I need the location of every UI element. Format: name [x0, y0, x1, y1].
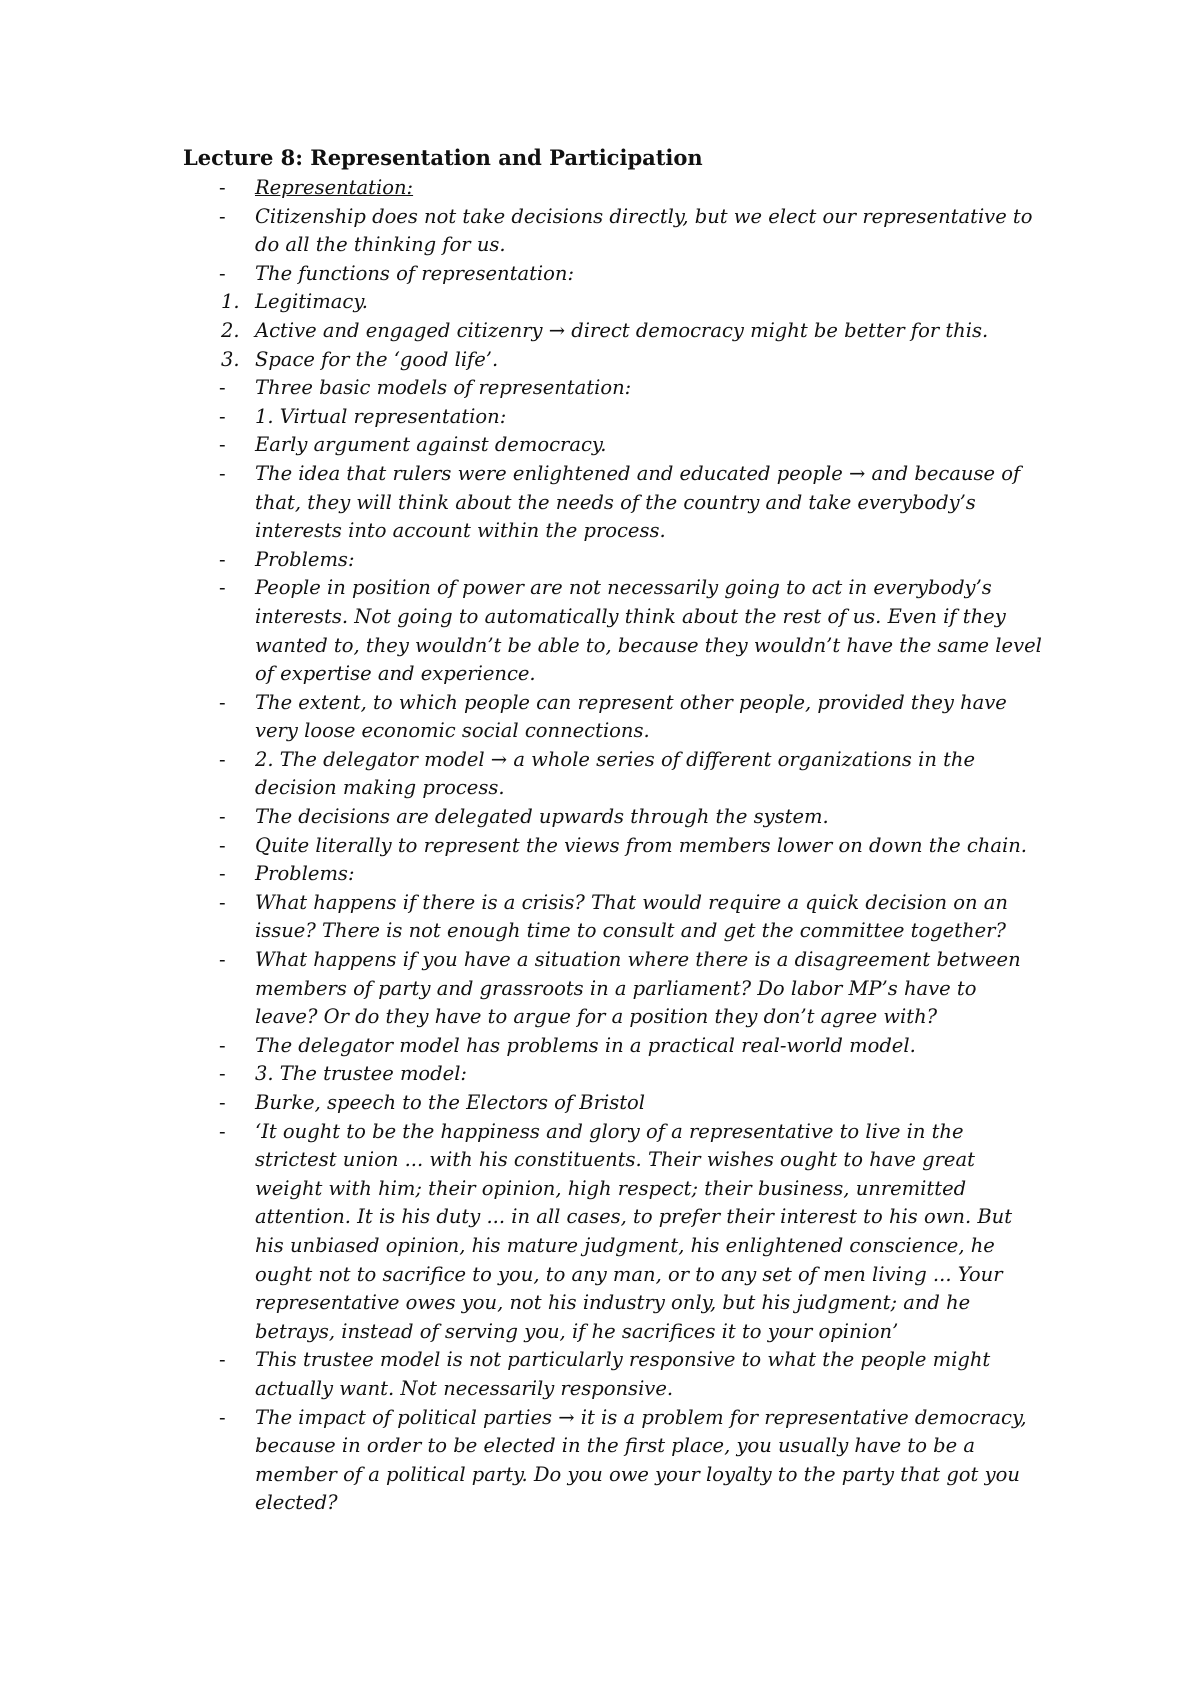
list-item-text: Active and engaged citizenry → direct democracy might be better for this. — [255, 318, 989, 342]
bullet-dash: - — [219, 1119, 226, 1143]
list-item-text: Problems: — [255, 862, 355, 886]
bullet-dash: - — [219, 433, 226, 457]
list-item-text: Quite literally to represent the views from members lower on down the chain. — [255, 833, 1027, 857]
list-item-text: People in position of power are not necessarily going to act in everybody’s interests. Not going to automatically think about the rest of us. Even if they wanted to, they wouldn’t be able to, because they wouldn’t have the same level of expertise and experience. — [255, 576, 1042, 686]
list-item — [183, 1404, 1043, 1518]
list-item-text: Three basic models of representation: — [255, 376, 632, 400]
list-item-text: The delegator model has problems in a practical real-world model. — [255, 1033, 916, 1057]
list-item — [183, 803, 1043, 832]
list-item — [183, 288, 1043, 317]
list-item — [183, 832, 1043, 861]
list-item — [183, 431, 1043, 460]
list-number: 1. — [221, 290, 240, 314]
list-item — [183, 689, 1043, 746]
list-item — [183, 260, 1043, 289]
bullet-dash: - — [219, 204, 226, 228]
list-item-text: 2. The delegator model → a whole series of different organizations in the decision making process. — [255, 747, 976, 800]
list-item-text: The impact of political parties → it is a problem for representative democracy, because in order to be elected in the first place, you usually have to be a member of a political party. Do you owe your loyalty to the party that got you elected? — [255, 1405, 1027, 1515]
document-body — [183, 144, 1043, 1518]
list-item-text: The decisions are delegated upwards through the system. — [255, 805, 829, 829]
list-item-text: The extent, to which people can represent other people, provided they have very loose economic social connections. — [255, 690, 1007, 743]
list-item-text: 3. The trustee model: — [255, 1062, 468, 1086]
bullet-dash: - — [219, 805, 226, 829]
list-item — [183, 546, 1043, 575]
list-item-text: Representation: — [255, 176, 414, 199]
list-item-text: What happens if there is a crisis? That would require a quick decision on an issue? There is not enough time to consult and get the committee together? — [255, 890, 1008, 943]
list-item — [183, 1060, 1043, 1089]
list-item — [183, 403, 1043, 432]
list-item-text: 1. Virtual representation: — [255, 404, 507, 428]
list-item — [183, 860, 1043, 889]
list-item — [183, 1346, 1043, 1403]
list-number: 2. — [221, 318, 240, 342]
list-item — [183, 946, 1043, 1032]
list-item-text: Problems: — [255, 547, 355, 571]
bullet-dash: - — [219, 576, 226, 600]
list-item-text: The functions of representation: — [255, 261, 575, 285]
list-item-text: Space for the ‘good life’. — [255, 347, 499, 371]
list-item-text: The idea that rulers were enlightened and educated people → and because of that, they will think about the needs of the country and take everybody’s interests into account within the process. — [255, 461, 1021, 543]
bullet-dash: - — [219, 1033, 226, 1057]
list-item — [183, 889, 1043, 946]
bullet-dash: - — [219, 890, 226, 914]
list-item — [183, 574, 1043, 688]
list-item-text: Legitimacy. — [255, 290, 368, 314]
bullet-dash: - — [219, 547, 226, 571]
list-item — [183, 374, 1043, 403]
bullet-dash: - — [219, 376, 226, 400]
list-item — [183, 174, 1043, 203]
list-item-text: This trustee model is not particularly responsive to what the people might actually want. Not necessarily responsive. — [255, 1348, 991, 1400]
bullet-dash: - — [219, 862, 226, 886]
list-item — [183, 1032, 1043, 1061]
bullet-dash: - — [219, 461, 226, 485]
list-item-text: ‘It ought to be the happiness and glory of a representative to live in the strictest union ... with his constituents. Their wishes ought to have great weight with him; their opinion, high respect; their business, unremitted attention. It is his duty ... in all cases, to prefer their interest to his own. But his unbiased opinion, his mature judgment, his enlightened conscience, he ought not to sacrifice to you, to any man, or to any set of men living ... Your representative owes you, not his industry only, but his judgment; and he betrays, instead of serving you, if he sacrifices it to your opinion’ — [255, 1119, 1013, 1343]
bullet-dash: - — [219, 1348, 226, 1372]
bullet-dash: - — [219, 948, 226, 972]
bullet-dash: - — [219, 690, 226, 714]
bullet-dash: - — [219, 404, 226, 428]
list-item — [183, 1089, 1043, 1118]
list-item — [183, 746, 1043, 803]
bullet-dash: - — [219, 1091, 226, 1114]
list-item — [183, 203, 1043, 260]
list-item — [183, 317, 1043, 346]
bullet-dash: - — [219, 261, 226, 285]
list-item — [183, 460, 1043, 546]
bullet-dash: - — [219, 176, 226, 199]
list-number: 3. — [221, 347, 240, 371]
lecture-notes-list — [183, 174, 1043, 1518]
list-item-text: What happens if you have a situation where there is a disagreement between members of party and grassroots in a parliament? Do labor MP’s have to leave? Or do they have to argue for a position they don’t agree with? — [255, 948, 1021, 1029]
list-item — [183, 346, 1043, 375]
list-item — [183, 1118, 1043, 1347]
lecture-title: Lecture 8: Representation and Participation — [183, 145, 703, 170]
bullet-dash: - — [219, 833, 226, 857]
bullet-dash: - — [219, 1062, 226, 1086]
list-item-text: Early argument against democracy. — [255, 433, 607, 457]
bullet-dash: - — [219, 1405, 226, 1429]
list-item-text: Citizenship does not take decisions directly, but we elect our representative to do all the thinking for us. — [255, 204, 1033, 257]
list-item-text: Burke, speech to the Electors of Bristol — [255, 1091, 646, 1114]
bullet-dash: - — [219, 747, 226, 771]
